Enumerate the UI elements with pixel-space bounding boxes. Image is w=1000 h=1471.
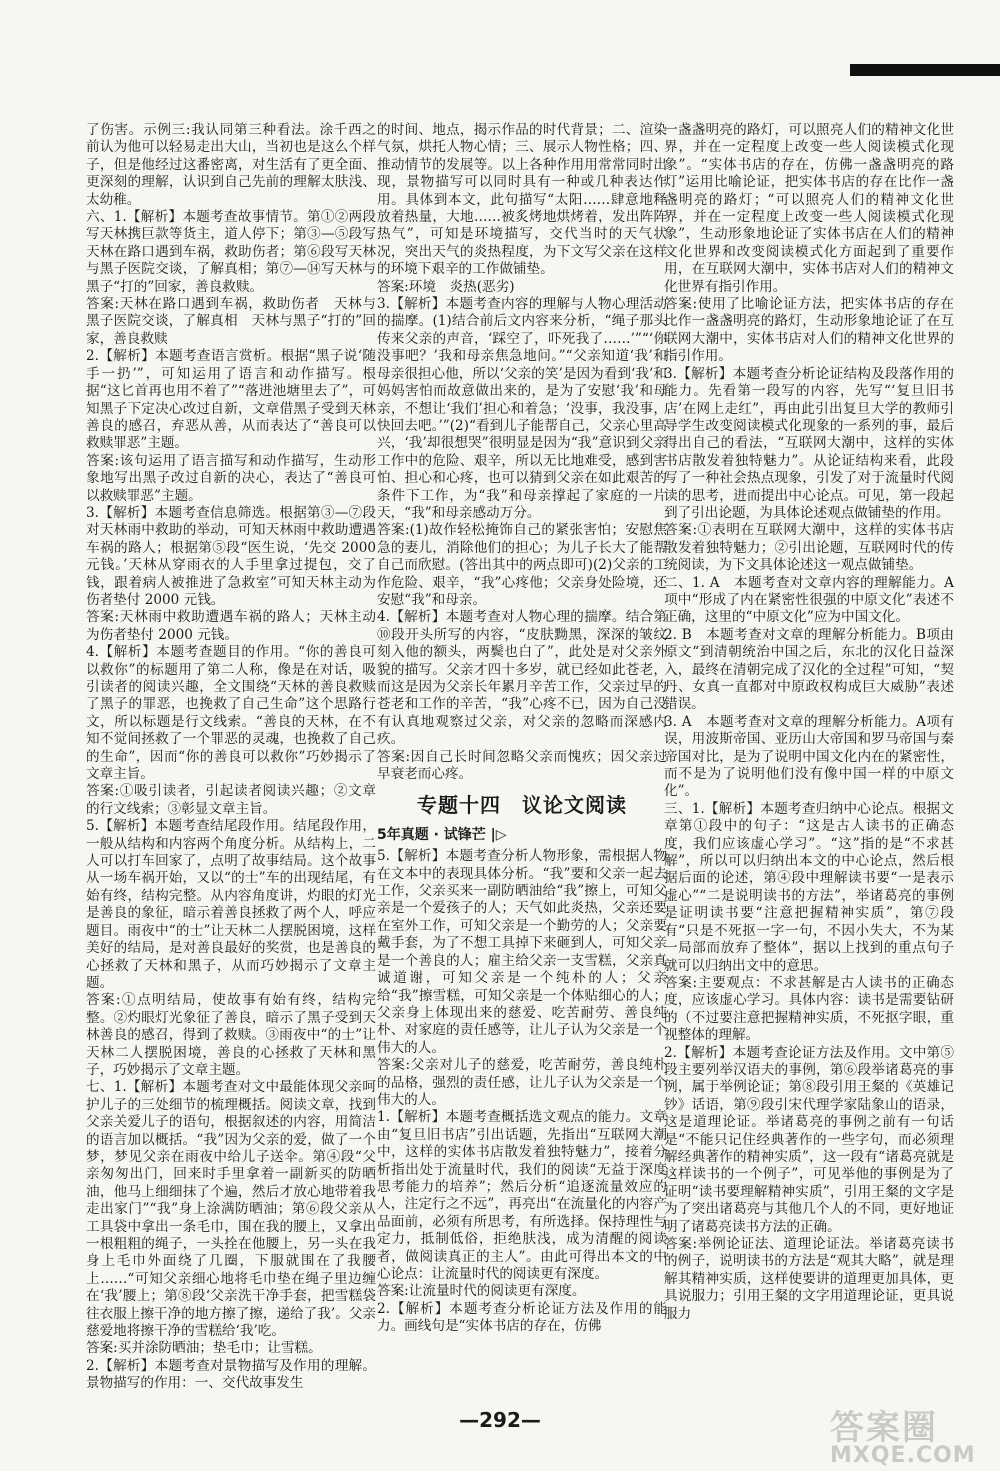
paragraph: 三、1.【解析】本题考查归纳中心论点。根据文章第①段中的句子：“这是古人读书的正确态度，我们应该虚心学习”。“这”指的是“不求甚解”，所以可以归纳出本文的中心论点，然后根据后面的论述，第④段中理解读书要“一是表示虚心”“二是说明读书的方法”，举诸葛亮的事例是证明读书要“注意把握精神实质”，第⑦段有“只是不死抠一字一句，不因小失大，不为某一局部而放弃了整体”，据以上找到的重点句子就可以归纳出文中的意思。 [664, 800, 954, 974]
paragraph: 5.【解析】本题考查分析人物形象，需根据人物在文本中的表现具体分析。“我”要和父亲一起去工作，父亲买来一副防晒油给“我”擦上，可知父亲是一个爱孩子的人；天气如此炎热，父亲还要在室外工作，可知父亲是一个勤劳的人；父亲要戴手套，为了不想工具掉下来砸到人，可知父亲是一个善良的人；雇主给父亲一支雪糕，父亲真诚道谢，可知父亲是一个纯朴的人；父亲给“我”擦雪糕，可知父亲是一个体贴细心的人；父亲身上体现出来的慈爱、吃苦耐劳、善良纯朴、对家庭的责任感等，让儿子认为父亲是一个伟大的人。 [377, 848, 667, 1056]
paragraph: 七、1.【解析】本题考查对文中最能体现父亲呵护儿子的三处细节的梳理概括。阅读文章，找到父亲关爱儿子的语句，根据叙述的内容，用简洁的语言加以概括。“我”因为父亲的爱，做了一个梦，梦见父亲在雨夜中给儿子送伞。第④段“父亲匆匆出门，回来时手里拿着一副新买的防晒油，他马上细细抹了个遍，然后才放心地带着我走出家门”“我”身上涂满防晒油；第⑥段父亲从工具袋中拿出一条毛巾，围在我的腰上，又拿出一根粗粗的绳子，一头拴在他腰上，另一头在我身上毛巾外面绕了几圈，下服就围在了我腰上……“可知父亲细心地将毛巾垫在绳子里边缠在‘我’腰上；第⑧段‘父亲洗干净手套，把雪糕袋往衣服上擦干净的地方擦了擦，递给了我’。父亲慈爱地将擦干净的雪糕给‘我’吃。 [86, 1079, 376, 1340]
paragraph: 4.【解析】本题考查题目的作用。“你的善良可以救你”的标题用了第二人称，像是在对话，吸引读者的阅读兴趣，全文围绕“天林的善良救赎了黑子的罪恶，也挽救了自己生命”这个思路行文，所以标题是行文线索。“善良的天林，在不知不觉间拯救了一个罪恶的灵魂，也挽救了自己的生命”，因而“你的善良可以救你”巧妙揭示了文章主旨。 [86, 644, 376, 783]
paragraph: 3.【解析】本题考查分析论证结构及段落作用的能力。先看第一段写的内容，先写“‘复旦旧书店’在网上走红”，再由此引出复旦大学的教师引导学生改变阅读模式化现象的一系列的事，最后得出自己的看法，“互联网大潮中，这样的实体书店散发着独特魅力”。从论证结构来看，此段写了一种社会热点现象，引发了对于流量时代阅读的思考，进而提出中心论点。可见，第一段起到了引出论题，为具体论述观点做铺垫的作用。 [664, 365, 954, 521]
paragraph: 2.【解析】本题考查对景物描写及作用的理解。景物描写的作用：一、交代故事发生 [86, 1357, 376, 1392]
paragraph: 2.【解析】本题考查分析论证方法及作用的能力。画线句是“实体书店的存在，仿佛 [377, 1300, 667, 1335]
section-heading: 专题十四 议论文阅读 [417, 793, 627, 818]
paragraph: 1.【解析】本题考查概括选文观点的能力。文章由“复旦旧书店”引出话题，先指出“互联网大潮中，这样的实体书店散发着独特魅力”，接着分析指出处于流量时代，我们的阅读“无益于深度思考能力的培养”；然后分析“追逐流量效应的人，注定行之不远”，再亮出“在流量化的内容产品面前，必须有所思考，有所选择。保持理性与定力，抵制低俗，拒绝肤浅，成为清醒的阅读者，做阅读真正的主人”。由此可得出本文的中心论点：让流量时代的阅读更有深度。 [377, 1109, 667, 1282]
paragraph: 4.【解析】本题考查对人物心理的揣摩。结合第⑩段开头所写的内容，“皮肤黝黑，深深的皱纹刻入他的额头，两鬓也白了”，此处是对父亲外貌的描写。父亲才四十多岁，就已经如此苍老，而这是因为父亲长年累月辛苦工作，父亲过早的苍老和工作的辛苦，“我”心疼不已，因为自己没有认真地观察过父亲，对父亲的忽略而深感内疚。 [377, 609, 667, 748]
watermark-url: MXQE.COM [830, 1443, 976, 1468]
paragraph: 5.【解析】本题考查结尾段作用。结尾段作用，一般从结构和内容两个角度分析。从结构上，二人可以打车回家了，点明了故事结局。这个故事从一场车祸开始，又以“的士”车的出现结尾，有始有终，结构完整。从内容角度讲，灼眼的灯光是善良的象征，暗示着善良拯救了两个人，呼应题目。雨夜中“的士”让天林二人摆脱困境，这样美好的结局，是对善良最好的奖赏，也是善良的心拯救了天林和黑子，从而巧妙揭示了文章主题。 [86, 818, 376, 991]
paragraph: 二、1. A 本题考查对文章内容的理解能力。A项中“形成了内在紧密性很强的中原文化”表述不正确，这里的“中原文化”应为中国文化。 [664, 574, 954, 626]
paragraph: 答案:主要观点：不求甚解是古人读书的正确态度，应该虚心学习。具体内容：读书是需要钻研的（不过要注意把握精神实质，不死抠字眼，重视整体的理解。 [664, 974, 954, 1044]
page-number: —292— [459, 1408, 541, 1432]
watermark-logo [830, 1400, 990, 1468]
paragraph: 答案:①吸引读者，引起读者阅读兴趣；②文章的行文线索；③彰显文章主旨。 [86, 783, 376, 817]
paragraph: 答案:让流量时代的阅读更有深度。 [377, 1283, 586, 1300]
watermark-text: 答案圈 [830, 1408, 938, 1448]
paragraph: 2.【解析】本题考查语言赏析。根据“黑子说‘随手一扔’”，可知运用了语言和动作描写。根据“这匕首再也用不着了”“落进池塘里去了”，可知黑子下定决心改过自新，文章借黑子受到天林善良的感召，弃恶从善，从而表达了“善良可以救赎罪恶”主题。 [86, 348, 376, 452]
column-right [664, 122, 954, 1323]
paragraph: 2. B 本题考查对文章的理解分析能力。B项由原文“到清朝统治中国之后，东北的汉化日益深入，最终在清朝完成了汉化的全过程”可知，“契丹、女真一直都对中原政权构成巨大威胁”表述错误。 [664, 626, 954, 713]
paragraph: 答案:①点明结局，使故事有始有终，结构完整。②灼眼灯光象征了善良，暗示了黑子受到天林善良的感召，得到了救赎。③雨夜中“的士”让天林二人摆脱困境，善良的心拯救了天林和黑子，巧妙揭示了文章主题。 [86, 992, 376, 1078]
corner-decoration-bar [850, 64, 1000, 76]
paragraph: 答案:该句运用了语言描写和动作描写，生动形象地写出黑子改过自新的决心，表达了“善良可以救赎罪恶”主题。 [86, 452, 376, 504]
paragraph: 了伤害。示例三:我认同第三种看法。涂千西之前认为他可以轻易走出大山，当初也是这么个样子，但是他经过这番密离，对生活有了更全面、更深刻的理解，认识到自己先前的理解太肤浅、太幼稚。 [86, 122, 376, 208]
paragraph: 答案:使用了比喻论证方法，把实体书店的存在比作一盏盏明亮的路灯，生动形象地论证了在互联网大潮中，实体书店对人们的精神文化世界的指引作用。 [664, 296, 954, 365]
paragraph: 答案:(1)故作轻松掩饰自己的紧张害怕；安慰焦急的妻儿，消除他们的担心；为儿子长大了能帮自己而欣慰。(答出其中的两点即可)(2)父亲的工作危险、艰辛，“我”心疼他；父亲身处险境，还安慰“我”和母亲。 [377, 522, 667, 608]
paragraph: 答案:因自己长时间忽略父亲而愧疚；因父亲过早衰老而心疼。 [377, 748, 667, 783]
paragraph: 答案:举例论证法、道理论证法。举诸葛亮读书的例子，说明读书的方法是“观其大略”，就是理解其精神实质，这样使要讲的道理更加具体，更具说服力；引用王粲的文字用道理论证，更具说服力 [664, 1236, 954, 1322]
paragraph: 答案:环境 炎热(恶劣) [377, 278, 515, 295]
column-left [86, 122, 376, 1393]
paragraph: 2.【解析】本题考查论证方法及作用。文中第⑤段主要列举汉语夫的事例，第⑥段举诸葛亮的事例，属于举例论证；第⑧段引用王粲的《英雄记钞》话语，第⑨段引宋代理学家陆象山的语录，这是道理论证。举诸葛亮的事例之前有一句话是“不能只记住经典著作的一些字句，而必须理解经典著作的精神实质”，这一段有“诸葛亮就是这样读书的一个例子”，可见举他的事例是为了证明“读书要理解精神实质”，引用王粲的文字是为了突出诸葛亮与其他几个人的不同，更好地证明了诸葛亮读书方法的正确。 [664, 1044, 954, 1235]
paragraph: 答案:①表明在互联网大潮中，这样的实体书店散发着独特魅力；②引出论题，互联网时代的传统阅读，为下文具体论述这一观点做铺垫。 [664, 522, 954, 574]
paragraph: 3. A 本题考查对文章的理解分析能力。A项有误，用波斯帝国、亚历山大帝国和罗马帝国与秦帝国对比，是为了说明中国文化内在的紧密性，而不是为了说明他们没有像中国一样的中原文化”。 [664, 713, 954, 800]
paragraph: 六、1.【解析】本题考查故事情节。第①②两段写天林携巨款等货主，道人停下；第③—⑤段写天林在路口遇到车祸，救助伤者；第⑥段写天林与黑子医院交谈，了解真相；第⑦—⑭写天林与黑子“打的”回家，善良救赎。 [86, 209, 376, 295]
subheading: 5年真题 · 试锋芒 |▷ [377, 826, 507, 843]
column-middle [377, 122, 667, 1336]
paragraph: 答案:买并涂防晒油；垫毛巾；让雪糕。 [86, 1340, 322, 1357]
paragraph: 的时间、地点，揭示作品的时代背景；二、渲染气氛，烘托人物心情；三、展示人物性格；四、推动情节的发展等。以上各种作用用常常同时出现，景物描写可以同时具有一种或几种表达作用。具体到本文，此句描写“太阳……肆意地释放着热量，大地……被炙烤地烘烤着，发出阵阵热气”，可知是环境描写，交代当时的天气状况，突出天气的炎热程度，为下文写父亲在这样的环境下艰辛的工作做铺垫。 [377, 122, 667, 278]
paragraph: 3.【解析】本题考查内容的理解与人物心理活动的揣摩。(1)结合前后文内容来分析，“绳子那头传来父亲的声音，‘踩空了，吓死我了……’”“‘你没事吧？’我和母亲焦急地问。”“父亲知道‘我’和母亲很担心他，所以‘父亲的笑’是因为看到‘我’和妈妈害怕而故意做出来的，是为了安慰‘我’和母亲，不想让‘我们’担心和着急；‘没事，我没事，快回去吧。’”(2)“看到儿子能帮自己，父亲心里高兴，‘我’却很想哭”很明显是因为“我”意识到父亲工作中的危险、艰辛，所以无比地难受，感到害怕、担心和心疼，也可以猜到父亲在如此艰苦的条件下工作，为“我”和母亲撑起了家庭的一片天，“我”和母亲感动万分。 [377, 296, 667, 521]
paragraph: 答案:父亲对儿子的慈爱，吃苦耐劳，善良纯朴的品格，强烈的责任感，让儿子认为父亲是一个伟大的人。 [377, 1057, 667, 1108]
paragraph: 一盏盏明亮的路灯，可以照亮人们的精神文化世界，并在一定程度上改变一些人阅读模式化现象”。“实体书店的存在，仿佛一盏盏明亮的路灯”运用比喻论证，把实体书店的存在比作一盏盏明亮的路灯；“可以照亮人们的精神文化世界，并在一定程度上改变一些人阅读模式化现象”，生动形象地论证了实体书店在人们的精神文化世界和改变阅读模式化方面起到了重要作用，在互联网大潮中，实体书店对人们的精神文化世界有指引作用。 [664, 122, 954, 295]
paragraph: 答案:天林雨中救助遭遇车祸的路人；天林主动为伤者垫付 2000 元钱。 [86, 609, 376, 643]
paragraph: 答案:天林在路口遇到车祸，救助伤者 天林与黑子医院交谈，了解真相 天林与黑子“打的”回家，善良救赎 [86, 296, 376, 347]
paragraph: 3.【解析】本题考查信息筛选。根据第③—⑦段对天林雨中救助的举动，可知天林雨中救助遭遇车祸的路人；根据第⑤段“医生说，‘先交 2000 元钱。’天林从穿雨衣的人手里拿过提包，交了钱，跟着病人被推进了急救室”可知天林主动为伤者垫付 2000 元钱。 [86, 504, 376, 608]
